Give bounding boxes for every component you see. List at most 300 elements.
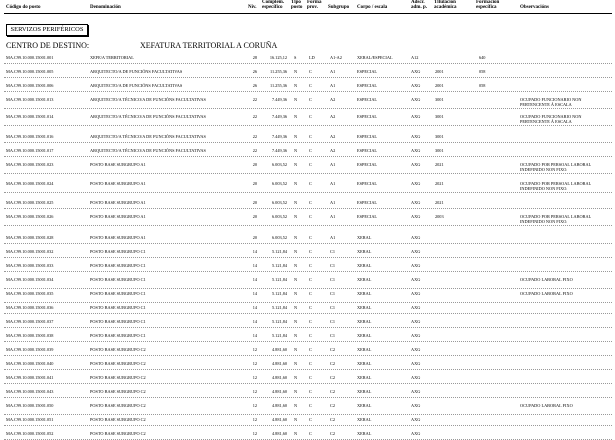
- cell-denominacion: POSTO BASE SUBGRUPO C1: [90, 305, 146, 310]
- cell-corpo: XERAL: [357, 431, 372, 436]
- cell-tipo: N: [294, 389, 298, 394]
- row-divider: [4, 156, 612, 157]
- cell-corpo: ESPECIAL: [357, 69, 378, 74]
- cell-subgrupo: C2: [330, 375, 336, 380]
- cell-subgrupo: A2: [330, 148, 336, 153]
- cell-codigo: MA.C99.10.000.15001.037: [6, 319, 54, 324]
- table-row: [0, 389, 615, 398]
- cell-subgrupo: A1: [330, 83, 336, 88]
- table-row: [0, 83, 615, 92]
- cell-denominacion: POSTO BASE SUBGRUPO C2: [90, 403, 146, 408]
- cell-adscr: AXG: [411, 214, 421, 219]
- cell-complem: 7.449,36: [271, 148, 287, 153]
- table-row: [0, 375, 615, 384]
- cell-subgrupo: C1: [330, 291, 336, 296]
- cell-codigo: MA.C99.10.000.15001.016: [6, 134, 54, 139]
- cell-forma: C: [309, 333, 312, 338]
- row-divider: [4, 142, 612, 143]
- table-row: [0, 162, 615, 171]
- cell-subgrupo: A1: [330, 69, 336, 74]
- cell-observacions: OCUPADO FUNCIONARIO NON PERTENCENTE Á ESCALA: [520, 114, 582, 124]
- cell-adscr: AXG: [411, 249, 421, 254]
- cell-adscr: AXG: [411, 69, 421, 74]
- table-row: [0, 134, 615, 143]
- cell-titulacion: 2001: [435, 69, 444, 74]
- cell-tipo: N: [294, 214, 298, 219]
- cell-codigo: MA.C99.10.000.15001.026: [6, 214, 54, 219]
- cell-codigo: MA.C99.10.000.15001.040: [6, 361, 54, 366]
- header-titulacion-2: académica: [434, 5, 457, 10]
- header-codigo: Código do posto: [6, 5, 41, 10]
- header-titulacion-1: Titulación: [434, 0, 456, 5]
- cell-codigo: MA.C99.10.000.15001.005: [6, 69, 54, 74]
- cell-forma: C: [309, 134, 312, 139]
- cell-tipo: N: [294, 181, 298, 186]
- cell-subgrupo: A2: [330, 134, 336, 139]
- table-row: [0, 69, 615, 78]
- header-formacion-1: Formación: [476, 0, 500, 5]
- cell-adscr: AXG: [411, 403, 421, 408]
- row-divider: [4, 414, 612, 415]
- cell-complem: 4.881,60: [271, 389, 287, 394]
- cell-adscr: AXG: [411, 97, 421, 102]
- cell-forma: C: [309, 69, 312, 74]
- cell-complem: 5.121,84: [271, 319, 287, 324]
- cell-corpo: ESPECIAL: [357, 148, 378, 153]
- header-adscr-1: Adscr.: [411, 0, 425, 5]
- cell-subgrupo: C2: [330, 417, 336, 422]
- cell-tipo: N: [294, 200, 298, 205]
- cell-nivel: 14: [252, 333, 257, 338]
- cell-titulacion: 2021: [435, 162, 444, 167]
- cell-nivel: 20: [252, 235, 257, 240]
- header-observacions: Observacións: [520, 5, 549, 10]
- header-tipo-1: Tipo: [291, 0, 301, 5]
- cell-denominacion: POSTO BASE SUBGRUPO C2: [90, 431, 146, 436]
- cell-corpo: ESPECIAL: [357, 114, 378, 119]
- cell-nivel: 14: [252, 249, 257, 254]
- cell-adscr: A12: [411, 55, 419, 60]
- table-row: [0, 277, 615, 286]
- cell-codigo: MA.C99.10.000.15001.017: [6, 148, 54, 153]
- cell-tipo: N: [294, 333, 298, 338]
- cell-subgrupo: C1: [330, 305, 336, 310]
- cell-nivel: 26: [252, 69, 257, 74]
- cell-formacion: 058: [479, 83, 486, 88]
- cell-corpo: ESPECIAL: [357, 97, 378, 102]
- cell-subgrupo: A1: [330, 214, 336, 219]
- cell-corpo: ESPECIAL: [357, 83, 378, 88]
- table-row: [0, 200, 615, 209]
- cell-forma: C: [309, 235, 312, 240]
- cell-nivel: 22: [252, 114, 257, 119]
- cell-nivel: 28: [252, 55, 257, 60]
- cell-codigo: MA.C99.10.000.15001.052: [6, 431, 54, 436]
- cell-nivel: 12: [252, 403, 257, 408]
- cell-complem: 6.003,52: [271, 235, 287, 240]
- cell-adscr: AXG: [411, 200, 421, 205]
- cell-nivel: 12: [252, 347, 257, 352]
- cell-tipo: N: [294, 83, 298, 88]
- cell-nivel: 22: [252, 148, 257, 153]
- cell-denominacion: POSTO BASE SUBGRUPO C1: [90, 319, 146, 324]
- cell-subgrupo: C1: [330, 249, 336, 254]
- cell-adscr: AXG: [411, 83, 421, 88]
- cell-forma: C: [309, 375, 312, 380]
- cell-tipo: N: [294, 361, 298, 366]
- cell-corpo: XERAL: [357, 417, 372, 422]
- cell-forma: C: [309, 361, 312, 366]
- table-row: [0, 181, 615, 190]
- cell-complem: 4.881,60: [271, 361, 287, 366]
- cell-denominacion: POSTO BASE SUBGRUPO C2: [90, 361, 146, 366]
- cell-titulacion: 3001: [435, 114, 444, 119]
- cell-nivel: 22: [252, 97, 257, 102]
- table-row: [0, 249, 615, 258]
- cell-adscr: AXG: [411, 319, 421, 324]
- destino-value: XEFATURA TERRITORIAL A CORUÑA: [140, 41, 278, 50]
- header-forma-1: Forma: [307, 0, 322, 5]
- header-corpo: Corpo / escala: [357, 5, 388, 10]
- cell-complem: 4.881,60: [271, 347, 287, 352]
- cell-forma: C: [309, 114, 312, 119]
- header-denominacion: Denominación: [90, 5, 121, 10]
- cell-complem: 6.003,52: [271, 200, 287, 205]
- cell-complem: 5.121,84: [271, 277, 287, 282]
- cell-adscr: AXG: [411, 134, 421, 139]
- cell-forma: C: [309, 249, 312, 254]
- cell-adscr: AXG: [411, 291, 421, 296]
- cell-tipo: N: [294, 134, 298, 139]
- table-row: [0, 55, 615, 64]
- cell-corpo: XERAL: [357, 291, 372, 296]
- cell-observacions: OCUPADO POR PERSOAL LABORAL INDEFINIDO NON FIXO.: [520, 181, 592, 191]
- cell-subgrupo: C2: [330, 403, 336, 408]
- cell-titulacion: 3001: [435, 148, 444, 153]
- cell-denominacion: ARQUITECTO/A TÉCNICO/A DE FUNCIÓNS FACULTATIVAS: [90, 97, 206, 102]
- cell-complem: 11.255,36: [269, 69, 287, 74]
- cell-corpo: ESPECIAL: [357, 214, 378, 219]
- cell-subgrupo: C2: [330, 431, 336, 436]
- cell-codigo: MA.C99.10.000.15001.041: [6, 375, 54, 380]
- cell-complem: 5.121,84: [271, 291, 287, 296]
- cell-adscr: AXG: [411, 333, 421, 338]
- cell-subgrupo: A1: [330, 200, 336, 205]
- cell-adscr: AXG: [411, 263, 421, 268]
- cell-tipo: N: [294, 305, 298, 310]
- row-divider: [4, 63, 612, 64]
- row-divider: [4, 313, 612, 314]
- cell-complem: 5.121,84: [271, 333, 287, 338]
- cell-forma: C: [309, 181, 312, 186]
- cell-codigo: MA.C99.10.000.15001.024: [6, 181, 54, 186]
- cell-codigo: MA.C99.10.000.15001.033: [6, 263, 54, 268]
- cell-complem: 16.125,12: [269, 55, 287, 60]
- cell-nivel: 12: [252, 375, 257, 380]
- cell-forma: C: [309, 291, 312, 296]
- row-divider: [4, 225, 612, 226]
- cell-adscr: AXG: [411, 347, 421, 352]
- cell-tipo: N: [294, 277, 298, 282]
- cell-subgrupo: A1: [330, 162, 336, 167]
- cell-corpo: XERAL: [357, 333, 372, 338]
- row-divider: [4, 327, 612, 328]
- cell-forma: C: [309, 83, 312, 88]
- cell-denominacion: POSTO BASE SUBGRUPO C1: [90, 291, 146, 296]
- cell-denominacion: POSTO BASE SUBGRUPO C2: [90, 389, 146, 394]
- cell-corpo: ESPECIAL: [357, 134, 378, 139]
- cell-titulacion: 2021: [435, 200, 444, 205]
- cell-denominacion: POSTO BASE SUBGRUPO C1: [90, 263, 146, 268]
- row-divider: [4, 257, 612, 258]
- header-forma-2: prov.: [307, 5, 318, 10]
- cell-codigo: MA.C99.10.000.15001.023: [6, 162, 54, 167]
- cell-denominacion: POSTO BASE SUBGRUPO C1: [90, 277, 146, 282]
- cell-corpo: XERAL: [357, 319, 372, 324]
- row-divider: [4, 108, 612, 109]
- cell-forma: C: [309, 263, 312, 268]
- row-divider: [4, 77, 612, 78]
- cell-subgrupo: A2: [330, 114, 336, 119]
- cell-complem: 4.881,60: [271, 403, 287, 408]
- table-row: [0, 235, 615, 244]
- cell-tipo: N: [294, 403, 298, 408]
- cell-complem: 11.255,36: [269, 83, 287, 88]
- cell-subgrupo: C2: [330, 389, 336, 394]
- table-row: [0, 417, 615, 426]
- table-row: [0, 148, 615, 157]
- cell-corpo: XERAL: [357, 277, 372, 282]
- cell-tipo: N: [294, 235, 298, 240]
- cell-denominacion: ARQUITECTO/A TÉCNICO/A DE FUNCIÓNS FACULTATIVAS: [90, 134, 206, 139]
- table-row: [0, 403, 615, 412]
- row-divider: [4, 369, 612, 370]
- cell-complem: 5.121,84: [271, 305, 287, 310]
- cell-adscr: AXG: [411, 431, 421, 436]
- cell-codigo: MA.C99.10.000.15001.013: [6, 97, 54, 102]
- cell-forma: C: [309, 389, 312, 394]
- cell-adscr: AXG: [411, 417, 421, 422]
- cell-codigo: MA.C99.10.000.15001.038: [6, 333, 54, 338]
- cell-corpo: ESPECIAL: [357, 181, 378, 186]
- cell-adscr: AXG: [411, 114, 421, 119]
- cell-codigo: MA.C99.10.000.15001.035: [6, 291, 54, 296]
- cell-nivel: 20: [252, 214, 257, 219]
- cell-denominacion: POSTO BASE SUBGRUPO C1: [90, 249, 146, 254]
- table-row: [0, 114, 615, 123]
- cell-adscr: AXG: [411, 375, 421, 380]
- cell-tipo: N: [294, 375, 298, 380]
- header-nivel: Nív.: [248, 5, 257, 10]
- cell-tipo: N: [294, 114, 298, 119]
- cell-denominacion: POSTO BASE SUBGRUPO A1: [90, 181, 146, 186]
- row-divider: [4, 383, 612, 384]
- cell-nivel: 12: [252, 417, 257, 422]
- cell-corpo: ESPECIAL: [357, 162, 378, 167]
- table-row: [0, 97, 615, 106]
- cell-forma: C: [309, 319, 312, 324]
- cell-complem: 5.121,84: [271, 263, 287, 268]
- cell-corpo: XERAL: [357, 305, 372, 310]
- cell-tipo: S: [294, 55, 297, 60]
- header-adscr-2: adm. p.: [411, 5, 427, 10]
- cell-nivel: 14: [252, 277, 257, 282]
- cell-titulacion: 3001: [435, 97, 444, 102]
- row-divider: [4, 341, 612, 342]
- cell-denominacion: POSTO BASE SUBGRUPO C2: [90, 347, 146, 352]
- cell-corpo: XERAL: [357, 403, 372, 408]
- cell-denominacion: POSTO BASE SUBGRUPO A1: [90, 235, 146, 240]
- cell-forma: C: [309, 214, 312, 219]
- cell-subgrupo: A2: [330, 97, 336, 102]
- row-divider: [4, 288, 612, 289]
- table-row: [0, 214, 615, 223]
- cell-complem: 4.881,60: [271, 375, 287, 380]
- cell-codigo: MA.C99.10.000.15001.051: [6, 417, 54, 422]
- cell-codigo: MA.C99.10.000.15001.039: [6, 347, 54, 352]
- cell-tipo: N: [294, 431, 298, 436]
- cell-denominacion: ARQUITECTO/A DE FUNCIÓNS FACULTATIVAS: [90, 69, 183, 74]
- cell-corpo: XERAL: [357, 347, 372, 352]
- cell-subgrupo: C2: [330, 347, 336, 352]
- cell-complem: 5.121,84: [271, 249, 287, 254]
- cell-denominacion: POSTO BASE SUBGRUPO C2: [90, 375, 146, 380]
- table-row: [0, 333, 615, 342]
- cell-observacions: OCUPADO LABORAL FIXO: [520, 277, 573, 282]
- cell-corpo: XERAL: [357, 389, 372, 394]
- cell-nivel: 14: [252, 291, 257, 296]
- cell-observacions: OCUPADO POR PERSOAL LABORAL INDEFINIDO NON FIXO.: [520, 162, 592, 172]
- cell-observacions: OCUPADO POR PERSOAL LABORAL INDEFINIDO NON FIXO.: [520, 214, 592, 224]
- cell-codigo: MA.C99.10.000.15001.032: [6, 249, 54, 254]
- cell-complem: 7.449,36: [271, 97, 287, 102]
- cell-tipo: N: [294, 417, 298, 422]
- cell-nivel: 20: [252, 200, 257, 205]
- cell-forma: LD: [309, 55, 315, 60]
- row-divider: [4, 271, 612, 272]
- cell-denominacion: POSTO BASE SUBGRUPO C2: [90, 417, 146, 422]
- cell-subgrupo: C1: [330, 319, 336, 324]
- cell-nivel: 22: [252, 134, 257, 139]
- cell-nivel: 12: [252, 389, 257, 394]
- row-divider: [4, 125, 612, 126]
- cell-complem: 4.881,60: [271, 431, 287, 436]
- cell-codigo: MA.C99.10.000.15001.006: [6, 83, 54, 88]
- header-complem-1: Complem.: [262, 0, 285, 5]
- cell-denominacion: ARQUITECTO/A TÉCNICO/A DE FUNCIÓNS FACULTATIVAS: [90, 114, 206, 119]
- cell-complem: 6.003,52: [271, 162, 287, 167]
- cell-subgrupo: C2: [330, 361, 336, 366]
- cell-codigo: MA.C99.10.000.15001.034: [6, 277, 54, 282]
- cell-nivel: 12: [252, 361, 257, 366]
- header-subgrupo: Subgrupo: [328, 5, 350, 10]
- row-divider: [4, 208, 612, 209]
- cell-codigo: MA.C99.10.000.15001.028: [6, 235, 54, 240]
- cell-denominacion: ARQUITECTO/A DE FUNCIÓNS FACULTATIVAS: [90, 83, 183, 88]
- cell-adscr: AXG: [411, 162, 421, 167]
- destino-label: CENTRO DE DESTINO:: [6, 41, 90, 50]
- cell-nivel: 12: [252, 431, 257, 436]
- cell-observacions: OCUPADO FUNCIONARIO NON PERTENCENTE Á ESCALA: [520, 97, 582, 107]
- cell-corpo: XERAL: [357, 263, 372, 268]
- cell-forma: C: [309, 305, 312, 310]
- cell-adscr: AXG: [411, 305, 421, 310]
- cell-adscr: AXG: [411, 181, 421, 186]
- cell-forma: C: [309, 148, 312, 153]
- cell-codigo: MA.C99.10.000.15001.043: [6, 389, 54, 394]
- cell-subgrupo: C1: [330, 333, 336, 338]
- cell-denominacion: POSTO BASE SUBGRUPO A1: [90, 200, 146, 205]
- cell-complem: 7.449,36: [271, 134, 287, 139]
- table-row: [0, 263, 615, 272]
- row-divider: [4, 91, 612, 92]
- cell-forma: C: [309, 347, 312, 352]
- cell-forma: C: [309, 162, 312, 167]
- cell-titulacion: 2001: [435, 83, 444, 88]
- row-divider: [4, 302, 612, 303]
- cell-observacions: OCUPADO LABORAL FIXO: [520, 291, 573, 296]
- cell-complem: 6.003,52: [271, 181, 287, 186]
- cell-corpo: XERAL: [357, 361, 372, 366]
- cell-corpo: XERAL: [357, 375, 372, 380]
- cell-denominacion: POSTO BASE SUBGRUPO A1: [90, 162, 146, 167]
- row-divider: [4, 243, 612, 244]
- header-tipo-2: posto: [291, 5, 303, 10]
- cell-adscr: AXG: [411, 277, 421, 282]
- cell-tipo: N: [294, 263, 298, 268]
- table-row: [0, 305, 615, 314]
- cell-denominacion: XEFE/A TERRITORIAL: [90, 55, 134, 60]
- cell-subgrupo: A1: [330, 235, 336, 240]
- cell-tipo: N: [294, 319, 298, 324]
- cell-titulacion: 3001: [435, 134, 444, 139]
- header-complem-2: específico: [262, 5, 283, 10]
- cell-observacions: OCUPADO LABORAL FIXO: [520, 403, 573, 408]
- row-divider: [4, 173, 612, 174]
- cell-codigo: MA.C99.10.000.15001.014: [6, 114, 54, 119]
- table-row: [0, 291, 615, 300]
- cell-forma: C: [309, 417, 312, 422]
- cell-adscr: AXG: [411, 361, 421, 366]
- row-divider: [4, 355, 612, 356]
- header-formacion-2: específica: [476, 5, 497, 10]
- cell-tipo: N: [294, 291, 298, 296]
- cell-titulacion: 2003: [435, 214, 444, 219]
- cell-corpo: ESPECIAL: [357, 200, 378, 205]
- cell-tipo: N: [294, 162, 298, 167]
- cell-adscr: AXG: [411, 235, 421, 240]
- cell-corpo: XERAL/ESPECIAL: [357, 55, 393, 60]
- cell-nivel: 20: [252, 181, 257, 186]
- cell-tipo: N: [294, 249, 298, 254]
- cell-corpo: XERAL: [357, 235, 372, 240]
- cell-denominacion: POSTO BASE SUBGRUPO A1: [90, 214, 146, 219]
- cell-subgrupo: A1-A2: [330, 55, 342, 60]
- cell-adscr: AXG: [411, 148, 421, 153]
- cell-nivel: 26: [252, 83, 257, 88]
- cell-complem: 7.449,36: [271, 114, 287, 119]
- cell-complem: 4.881,60: [271, 417, 287, 422]
- cell-nivel: 20: [252, 162, 257, 167]
- cell-formacion: 058: [479, 69, 486, 74]
- cell-forma: C: [309, 431, 312, 436]
- cell-nivel: 14: [252, 263, 257, 268]
- cell-nivel: 14: [252, 305, 257, 310]
- cell-formacion: 640: [479, 55, 486, 60]
- table-row: [0, 361, 615, 370]
- cell-tipo: N: [294, 347, 298, 352]
- cell-tipo: N: [294, 148, 298, 153]
